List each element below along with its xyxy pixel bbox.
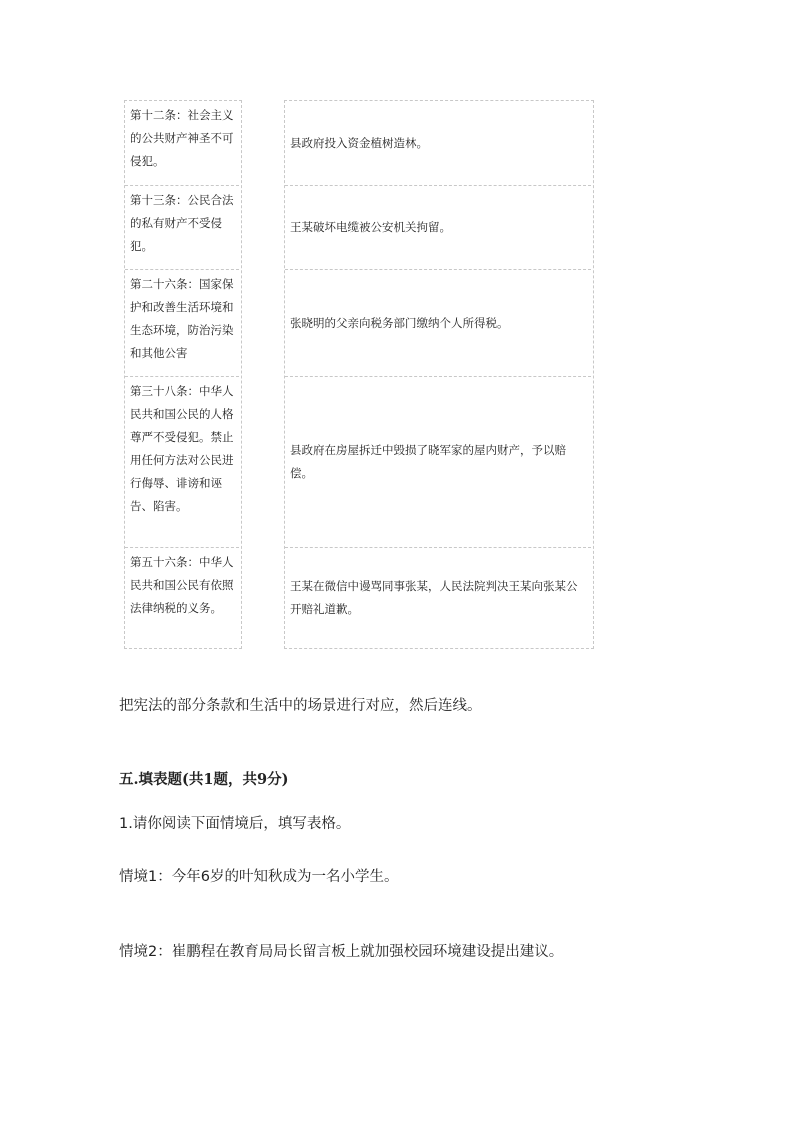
article-cell: 第十二条：社会主义的公共财产神圣不可侵犯。	[130, 108, 234, 168]
scenario-1: 情境1：今年6岁的叶知秋成为一名小学生。	[119, 869, 399, 885]
scene-cell	[285, 185, 591, 269]
scene-text: 王某破坏电缆被公安机关拘留。	[290, 220, 451, 234]
scene-text: 县政府在房屋拆迁中毁损了晓军家的屋内财产，予以赔偿。	[290, 443, 566, 480]
scene-text: 张晓明的父亲向税务部门缴纳个人所得税。	[290, 315, 509, 330]
scene-cell	[285, 547, 591, 648]
scene-text: 县政府投入资金植树造林。	[290, 135, 428, 150]
matching-instruction: 把宪法的部分条款和生活中的场景进行对应，然后连线。	[119, 698, 482, 714]
scene-cell	[285, 376, 591, 547]
article-cell: 第十三条：公民合法的私有财产不受侵犯。	[125, 185, 239, 269]
scenario-2: 情境2：崔鹏程在教育局局长留言板上就加强校园环境建设提出建议。	[119, 944, 564, 960]
life-scenes-column	[284, 100, 594, 649]
scene-cell	[285, 101, 591, 185]
section-heading: 五.填表题(共1题，共9分)	[119, 771, 289, 788]
scene-text: 王某在微信中谩骂同事张某，人民法院判决王某向张某公开赔礼道歉。	[290, 579, 578, 616]
constitution-articles-column	[124, 100, 242, 649]
article-cell: 第二十六条：国家保护和改善生活环境和生态环境，防治污染和其他公害	[125, 269, 239, 376]
scene-cell	[285, 269, 591, 376]
article-cell: 第五十六条：中华人民共和国公民有依照法律纳税的义务。	[125, 547, 239, 648]
article-cell: 第三十八条：中华人民共和国公民的人格尊严不受侵犯。禁止用任何方法对公民进行侮辱、诽谤和诬告、陷害。	[125, 376, 239, 547]
question-text: 1.请你阅读下面情境后，填写表格。	[119, 816, 351, 832]
